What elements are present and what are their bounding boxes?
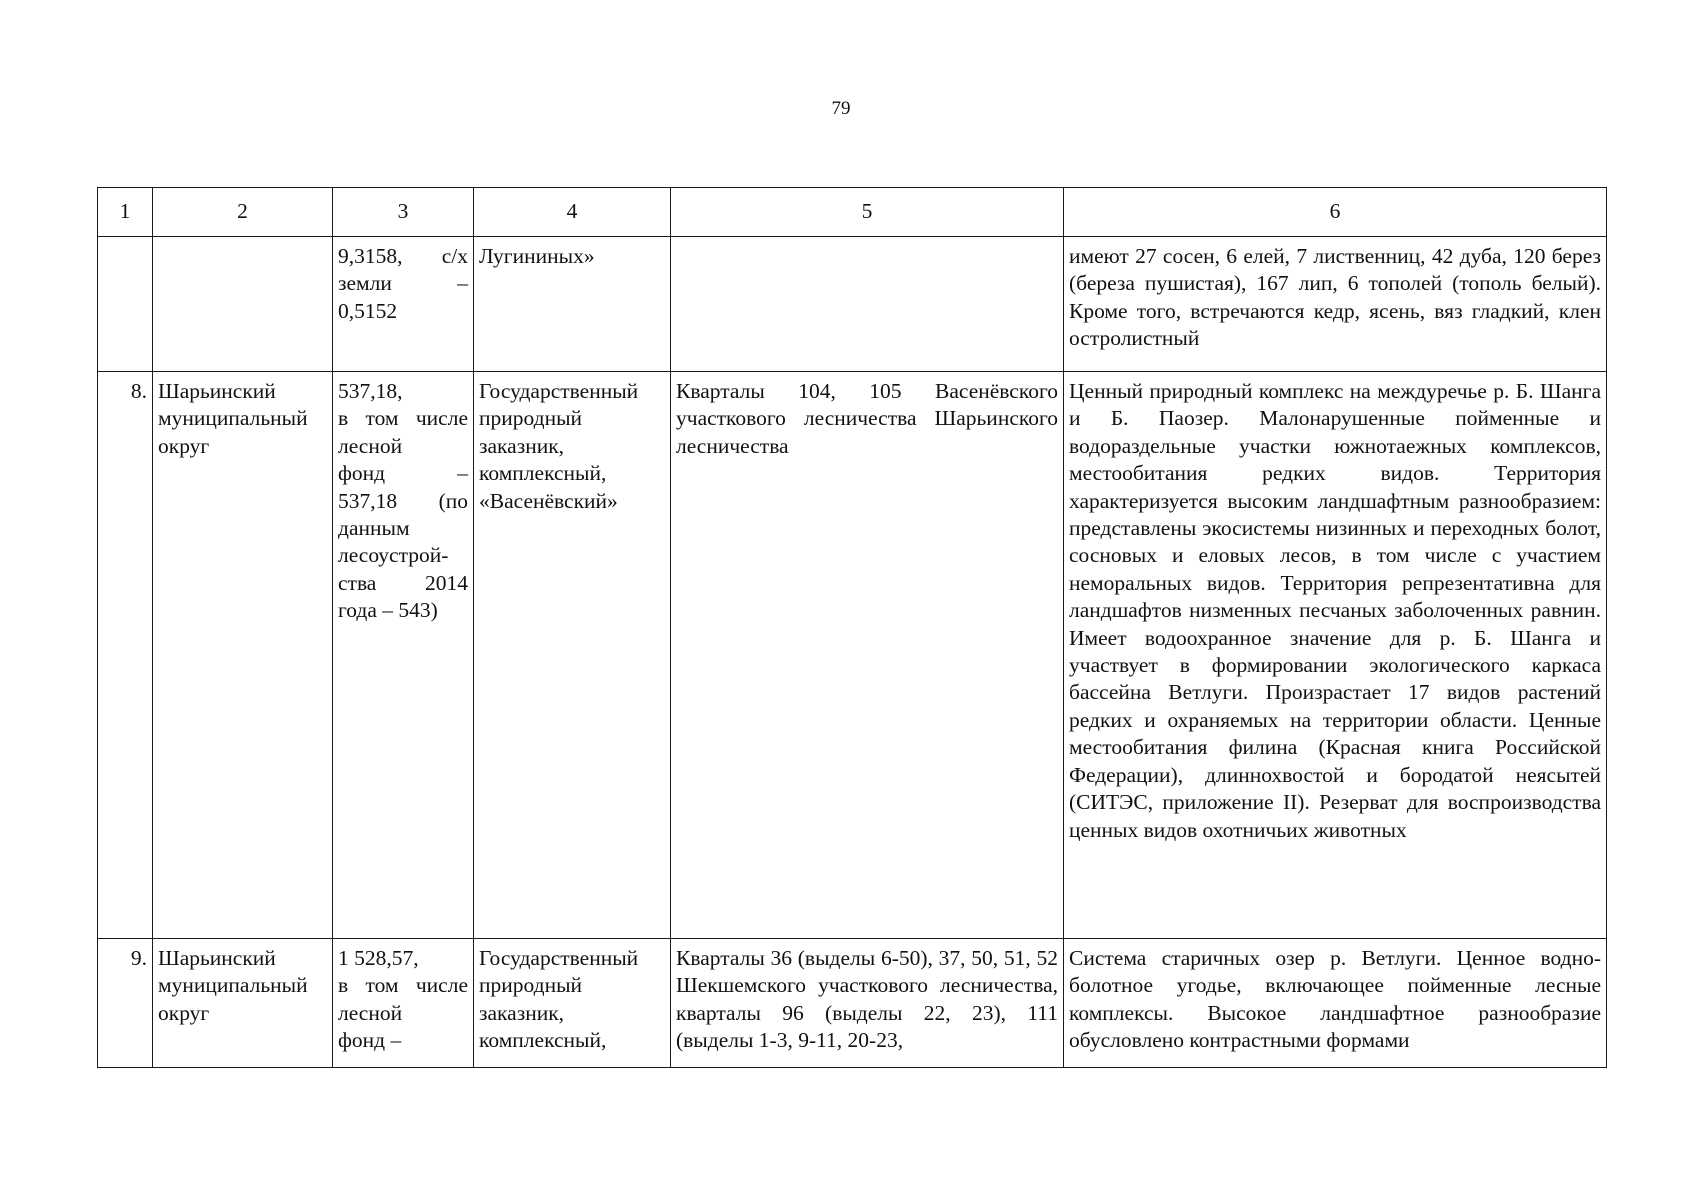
column-header: 5 bbox=[671, 188, 1064, 237]
cell-line: комплексный, bbox=[479, 1028, 607, 1053]
cell-line: природный bbox=[479, 973, 583, 998]
cell-line: Шарьинский bbox=[158, 379, 276, 403]
cell-number: 8. bbox=[98, 372, 153, 939]
cell-description: имеют 27 сосен, 6 елей, 7 лиственниц, 42 дуба, 120 берез (береза пушистая), 167 лип, 6 тополей (тополь белый). Кроме того, встречаются кедр, ясень, вяз гладкий, клен остролистный bbox=[1064, 237, 1607, 372]
cell-location: Кварталы 36 (выделы 6-50), 37, 50, 51, 52 Шекшемского участкового лесничества, кварталы 96 (выделы 22, 23), 111 (выделы 1-3, 9-11, 20-23, bbox=[671, 939, 1064, 1068]
column-header: 6 bbox=[1064, 188, 1607, 237]
cell-line: 537,18, bbox=[338, 379, 403, 403]
cell-line: в том числе bbox=[338, 406, 468, 431]
cell-line: «Васенёвский» bbox=[479, 488, 618, 513]
cell-line: земли – bbox=[338, 271, 468, 296]
cell-line: 9,3158, с/х bbox=[338, 244, 468, 268]
cell-line: заказник, bbox=[479, 1000, 565, 1025]
protected-areas-table bbox=[97, 187, 1607, 1068]
page-number: 79 bbox=[831, 98, 851, 119]
cell-line: заказник, bbox=[479, 433, 565, 458]
cell-line: Государственный bbox=[479, 379, 639, 403]
cell-line: ства 2014 bbox=[338, 570, 468, 595]
column-header: 3 bbox=[333, 188, 474, 237]
cell-category: Лугининых» bbox=[474, 237, 671, 372]
cell-line: Шарьинский bbox=[158, 946, 276, 970]
cell-line: округ bbox=[158, 1000, 210, 1025]
cell-line: фонд – bbox=[338, 461, 468, 486]
cell-line: данным bbox=[338, 516, 410, 541]
cell-number bbox=[98, 237, 153, 372]
cell-area bbox=[333, 372, 474, 939]
cell-line: комплексный, bbox=[479, 461, 607, 486]
cell-number: 9. bbox=[98, 939, 153, 1068]
cell-line: муниципальный bbox=[158, 406, 308, 431]
column-header: 2 bbox=[153, 188, 333, 237]
cell-description: Ценный природный комплекс на междуречье р. Б. Шанга и Б. Паозер. Малонарушенные пойменные и водораздельные участки южнотаежных комплексов, местообитания редких видов. Территория характеризуется высоким ландшафтным разнообразием: представлены экосистемы низинных и переходных болот, сосновых и еловых лесов, в том числе с участием неморальных видов. Территория репрезентативна для ландшафтов низменных песчаных заболоченных равнин. Имеет водоохранное значение для р. Б. Шанга и участвует в формировании экологического каркаса бассейна Ветлуги. Произрастает 17 видов растений редких и охраняемых на территории области. Ценные местообитания филина (Красная книга Российской Федерации), длиннохвостой и бородатой неясытей (СИТЭС, приложение II). Резерват для воспроизводства ценных видов охотничьих животных bbox=[1064, 372, 1607, 939]
cell-line: округ bbox=[158, 433, 210, 458]
cell-line: лесоустрой- bbox=[338, 543, 449, 568]
table-row bbox=[98, 372, 1607, 939]
cell-line: Государственный bbox=[479, 946, 639, 970]
table-row bbox=[98, 939, 1607, 1068]
cell-line: фонд – bbox=[338, 1028, 402, 1053]
cell-category bbox=[474, 372, 671, 939]
cell-line: лесной bbox=[338, 433, 403, 458]
cell-area bbox=[333, 939, 474, 1068]
cell-area bbox=[333, 237, 474, 372]
cell-line: муниципальный bbox=[158, 973, 308, 998]
cell-line: 0,5152 bbox=[338, 298, 398, 323]
cell-district bbox=[153, 939, 333, 1068]
column-header: 1 bbox=[98, 188, 153, 237]
cell-line: 1 528,57, bbox=[338, 946, 419, 970]
column-header: 4 bbox=[474, 188, 671, 237]
cell-description: Система старичных озер р. Ветлуги. Ценное водно-болотное угодье, включающее пойменные лесные комплексы. Высокое ландшафтное разнообразие обусловлено контрастными формами bbox=[1064, 939, 1607, 1068]
cell-line: 537,18 (по bbox=[338, 488, 468, 513]
cell-district bbox=[153, 372, 333, 939]
table-row-continuation bbox=[98, 237, 1607, 372]
cell-category bbox=[474, 939, 671, 1068]
cell-line: в том числе bbox=[338, 973, 468, 998]
cell-line: природный bbox=[479, 406, 583, 431]
cell-line: года – 543) bbox=[338, 598, 438, 623]
cell-line: лесной bbox=[338, 1000, 403, 1025]
cell-location: Кварталы 104, 105 Васенёвского участкового лесничества Шарьинского лесничества bbox=[671, 372, 1064, 939]
table-header-row bbox=[98, 188, 1607, 237]
cell-district bbox=[153, 237, 333, 372]
cell-location bbox=[671, 237, 1064, 372]
